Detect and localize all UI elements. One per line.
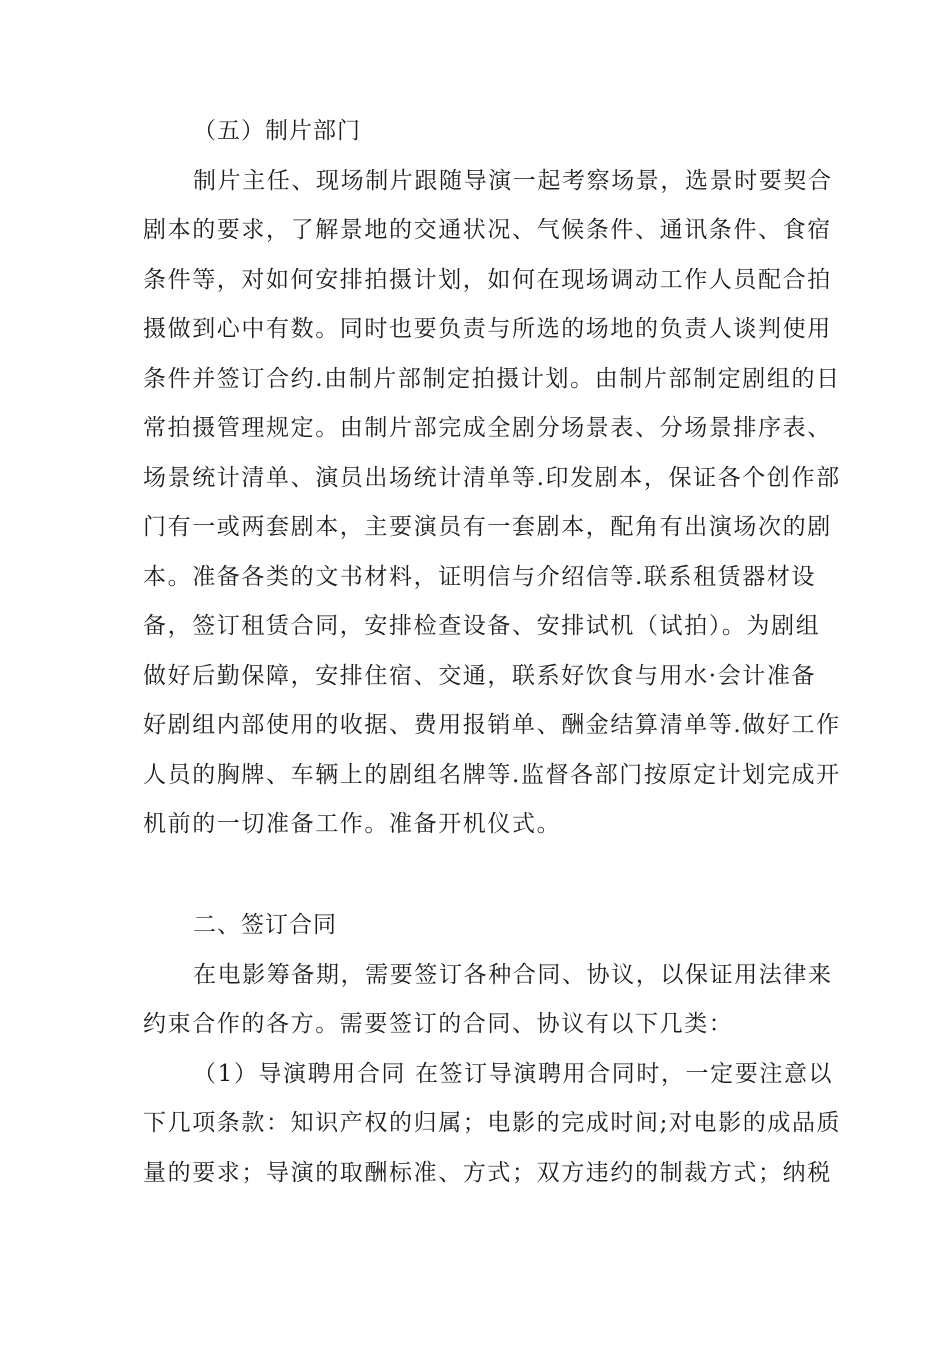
paragraph-line: （1）导演聘用合同 在签订导演聘用合同时，一定要注意以: [193, 1061, 834, 1087]
paragraph-line: 下几项条款：知识产权的归属；电影的完成时间;对电影的成品质: [143, 1110, 842, 1136]
paragraph-line: 本。准备各类的文书材料，证明信与介绍信等.联系租赁器材设: [143, 564, 817, 590]
paragraph-line: 约束合作的各方。需要签订的合同、协议有以下几类：: [143, 1011, 734, 1037]
paragraph-line: 条件等，对如何安排拍摄计划，如何在现场调动工作人员配合拍: [143, 267, 832, 293]
paragraph-line: 剧本的要求，了解景地的交通状况、气候条件、通讯条件、食宿: [143, 217, 832, 243]
section-heading: 二、签订合同: [193, 912, 337, 938]
paragraph-line: 机前的一切准备工作。准备开机仪式。: [143, 811, 562, 837]
section-heading: （五）制片部门: [193, 118, 361, 144]
paragraph-line: 备，签订租赁合同，安排检查设备、安排试机（试拍）。为剧组: [143, 613, 821, 639]
paragraph-line: 制片主任、现场制片跟随导演一起考察场景，选景时要契合: [193, 168, 833, 194]
paragraph-line: 好剧组内部使用的收据、费用报销单、酬金结算清单等.做好工作: [143, 712, 841, 738]
paragraph-line: 量的要求；导演的取酬标准、方式；双方违约的制裁方式；纳税: [143, 1160, 832, 1186]
paragraph-line: 人员的胸牌、车辆上的剧组名牌等.监督各部门按原定计划完成开: [143, 762, 841, 788]
paragraph-line: 场景统计清单、演员出场统计清单等.印发剧本，保证各个创作部: [143, 465, 841, 491]
paragraph-line: 摄做到心中有数。同时也要负责与所选的场地的负责人谈判使用: [143, 316, 832, 342]
paragraph-line: 条件并签订合约.由制片部制定拍摄计划。由制片部制定剧组的日: [143, 366, 841, 392]
paragraph-line: 门有一或两套剧本，主要演员有一套剧本，配角有出演场次的剧: [143, 514, 832, 540]
paragraph-line: 做好后勤保障，安排住宿、交通，联系好饮食与用水·会计准备: [143, 663, 817, 689]
paragraph-line: 在电影筹备期，需要签订各种合同、协议，以保证用法律来: [193, 962, 833, 988]
paragraph-line: 常拍摄管理规定。由制片部完成全剧分场景表、分场景排序表、: [143, 415, 832, 441]
